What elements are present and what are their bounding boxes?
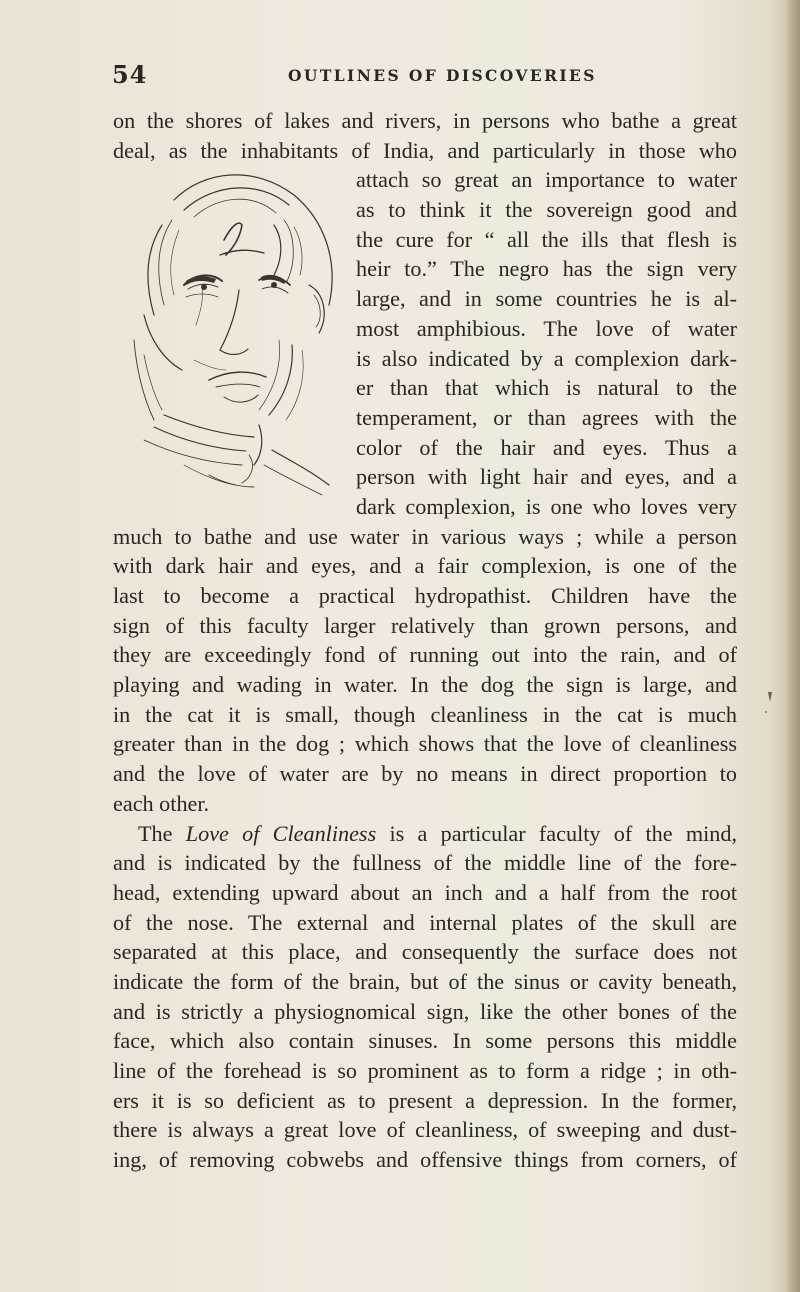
text-line: each other. xyxy=(113,790,210,816)
body-text xyxy=(113,106,737,1175)
text-line: playing and wading in water. In the dog the sign is large, and xyxy=(113,672,737,698)
text-line: is also indicated by a complexion dark- xyxy=(356,345,737,371)
text-line: deal, as the inhabitants of India, and particularly in those who xyxy=(113,137,737,163)
text-line: color of the hair and eyes. Thus a xyxy=(356,434,737,460)
text-line: as to think it the sovereign good and xyxy=(356,197,737,223)
text-line: heir to.” The negro has the sign very xyxy=(356,256,737,282)
running-head: OUTLINES OF DISCOVERIES xyxy=(288,66,597,85)
text-line: and the love of water are by no means in direct proportion to xyxy=(113,761,737,787)
text-line: on the shores of lakes and rivers, in persons who bathe a great xyxy=(113,108,737,133)
page-edge-shadow xyxy=(784,0,800,1292)
text-line: of the nose. The external and internal plates of the skull are xyxy=(113,909,737,935)
text-line: greater than in the dog ; which shows that the love of cleanliness xyxy=(113,731,737,757)
text-line: the cure for “ all the ills that flesh is xyxy=(356,226,737,252)
text-line: temperament, or than agrees with the xyxy=(356,404,737,430)
text-line: attach so great an importance to water xyxy=(356,167,737,193)
text-line: face, which also contain sinuses. In some persons this middle xyxy=(113,1028,737,1054)
text-line: and is indicated by the fullness of the middle line of the fore- xyxy=(113,850,737,876)
text-line: indicate the form of the brain, but of the sinus or cavity beneath, xyxy=(113,968,737,994)
text-line: person with light hair and eyes, and a xyxy=(356,464,737,490)
text-line: most amphibious. The love of water xyxy=(356,315,737,341)
text-line: last to become a practical hydropathist. Children have the xyxy=(113,583,737,608)
text-line: much to bathe and use water in various ways ; while a person xyxy=(113,523,737,549)
page-header xyxy=(112,60,732,94)
text-line: there is always a great love of cleanliness, of sweeping and dust- xyxy=(113,1117,737,1143)
text-line: separated at this place, and consequently the surface does not xyxy=(113,939,737,965)
italic-phrase: Love of Cleanliness xyxy=(185,820,377,846)
page-number: 54 xyxy=(112,60,148,89)
text-line: sign of this faculty larger relatively than grown persons, and xyxy=(113,612,737,638)
text-line: line of the forehead is so prominent as to form a ridge ; in oth- xyxy=(113,1058,737,1083)
text-line: head, extending upward about an inch and a half from the root xyxy=(113,879,737,905)
text-line: in the cat it is small, though cleanliness in the cat is much xyxy=(113,701,737,727)
text-line-with-italic: The Love of Cleanliness is a particular faculty of the mind, xyxy=(138,820,738,846)
text-line: they are exceedingly fond of running out into the rain, and of xyxy=(113,642,737,668)
text-line: dark complexion, is one who loves very xyxy=(356,493,737,519)
text-line: and is strictly a physiognomical sign, like the other bones of the xyxy=(113,998,737,1024)
text-line: with dark hair and eyes, and a fair complexion, is one of the xyxy=(113,553,737,579)
text-line: ers it is so deficient as to present a depression. In the former, xyxy=(113,1087,737,1113)
print-speck xyxy=(760,690,780,720)
text-line: ing, of removing cobwebs and offensive things from corners, of xyxy=(113,1147,737,1173)
text-line: large, and in some countries he is al- xyxy=(356,286,737,312)
text-line: er than that which is natural to the xyxy=(356,375,737,401)
